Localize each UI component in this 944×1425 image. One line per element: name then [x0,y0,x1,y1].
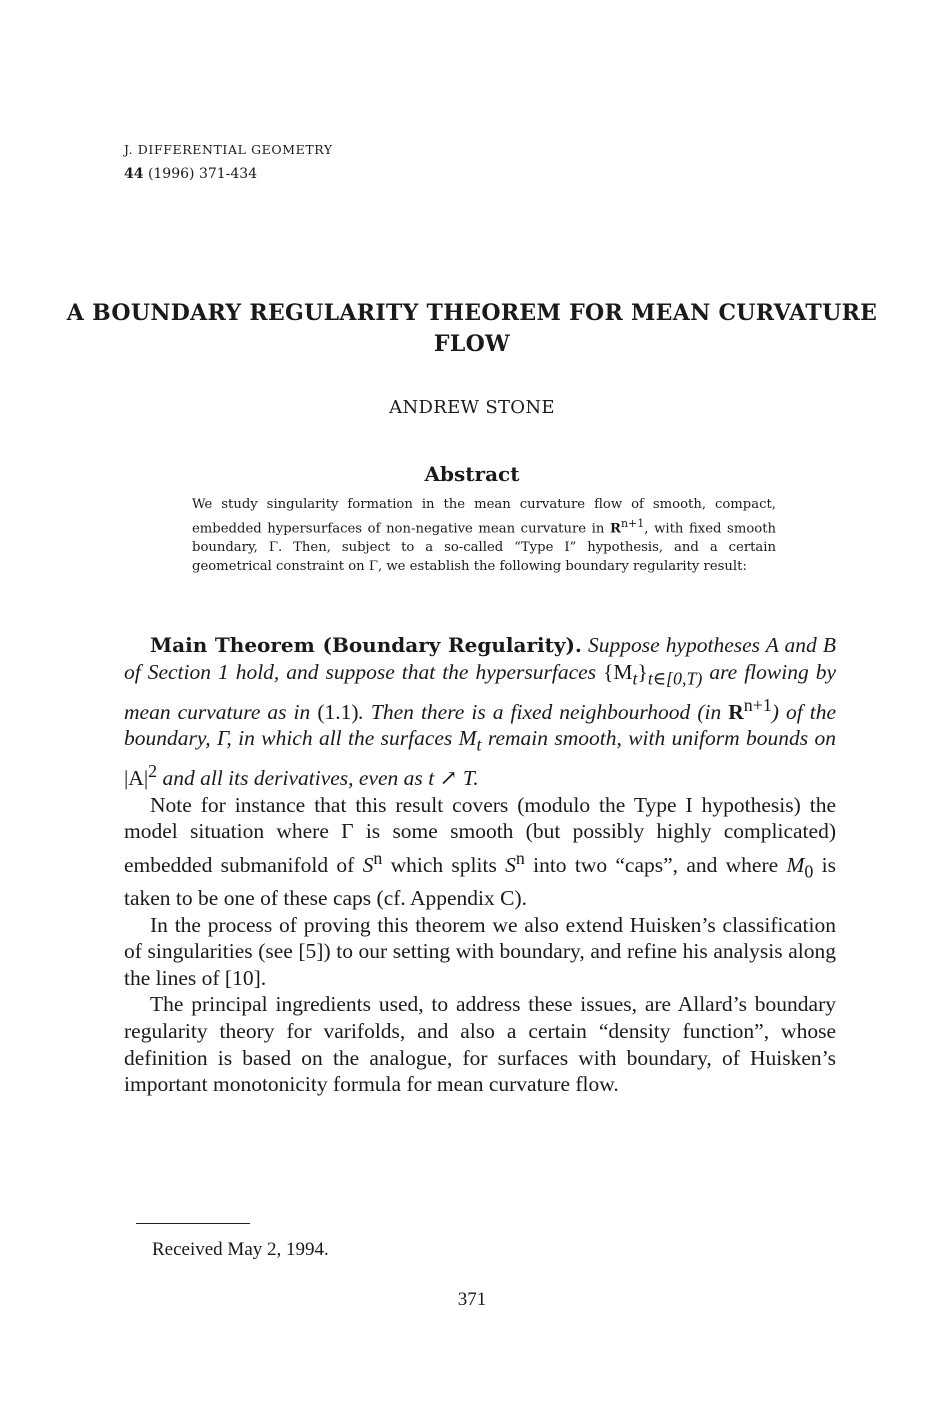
volume-number: 44 [124,166,144,182]
journal-name: J. DIFFERENTIAL GEOMETRY [124,142,333,157]
volume-info [124,166,257,182]
theorem-heading: Main Theorem (Boundary Regularity). [150,633,582,657]
abstract-text: We study singularity formation in the mean curvature flow of smooth, compact, embedded hypersurfaces of non-negative mean curvature in $R^{n+1}$, with fixed smooth boundary, Γ. Then, subject to a so-called “Type I” hypothesis, and a certain geometrical constraint on Γ, we establish the following boundary regularity result: [192,497,776,575]
paper-title: A BOUNDARY REGULARITY THEOREM FOR MEAN CURVATURE FLOW [66,300,878,357]
author-name: ANDREW STONE [389,397,555,418]
footnote-rule [136,1223,250,1224]
page-number: 371 [457,1289,487,1310]
received-date-footnote: Received May 2, 1994. [152,1239,329,1260]
year-pages: (1996) 371-434 [147,166,258,182]
paragraph-ingredients: The principal ingredients used, to address these issues, are Allard’s boundary regularity theory for varifolds, and also a certain “density function”, whose definition is based on the analogue, for surfaces with boundary, of Huisken’s important monotonicity formula for mean curvature flow. [124,992,836,1097]
abstract-heading: Abstract [424,462,520,486]
main-theorem [124,632,836,792]
main-body [124,632,836,1098]
paragraph-process: In the process of proving this theorem we also extend Huisken’s classification of singularities (see [5]) to our setting with boundary, and refine his analysis along the lines of [10]. [124,912,836,990]
paragraph-note: Note for instance that this result covers (modulo the Type I hypothesis) the model situation where Γ is some smooth (but possibly highly complicated) embedded submanifold of $S^n$ which splits $S^n$ into two “caps”, and where $M_0$ is taken to be one of these caps (cf. Appendix C). [124,792,836,911]
theorem-statement: Suppose hypotheses A and B of Section 1 hold, and suppose that the hypersurfaces $\{M_t\}_{t\in[0,T)}$ are flowing by mean curvature as in (1.1). Then there is a fixed neighbourhood (in $R^{n+1}$) of the boundary, Γ, in which all the surfaces $M_t$ remain smooth, with uniform bounds on $|A|^2$ and all its derivatives, even as t ↗ T. [124,633,837,791]
